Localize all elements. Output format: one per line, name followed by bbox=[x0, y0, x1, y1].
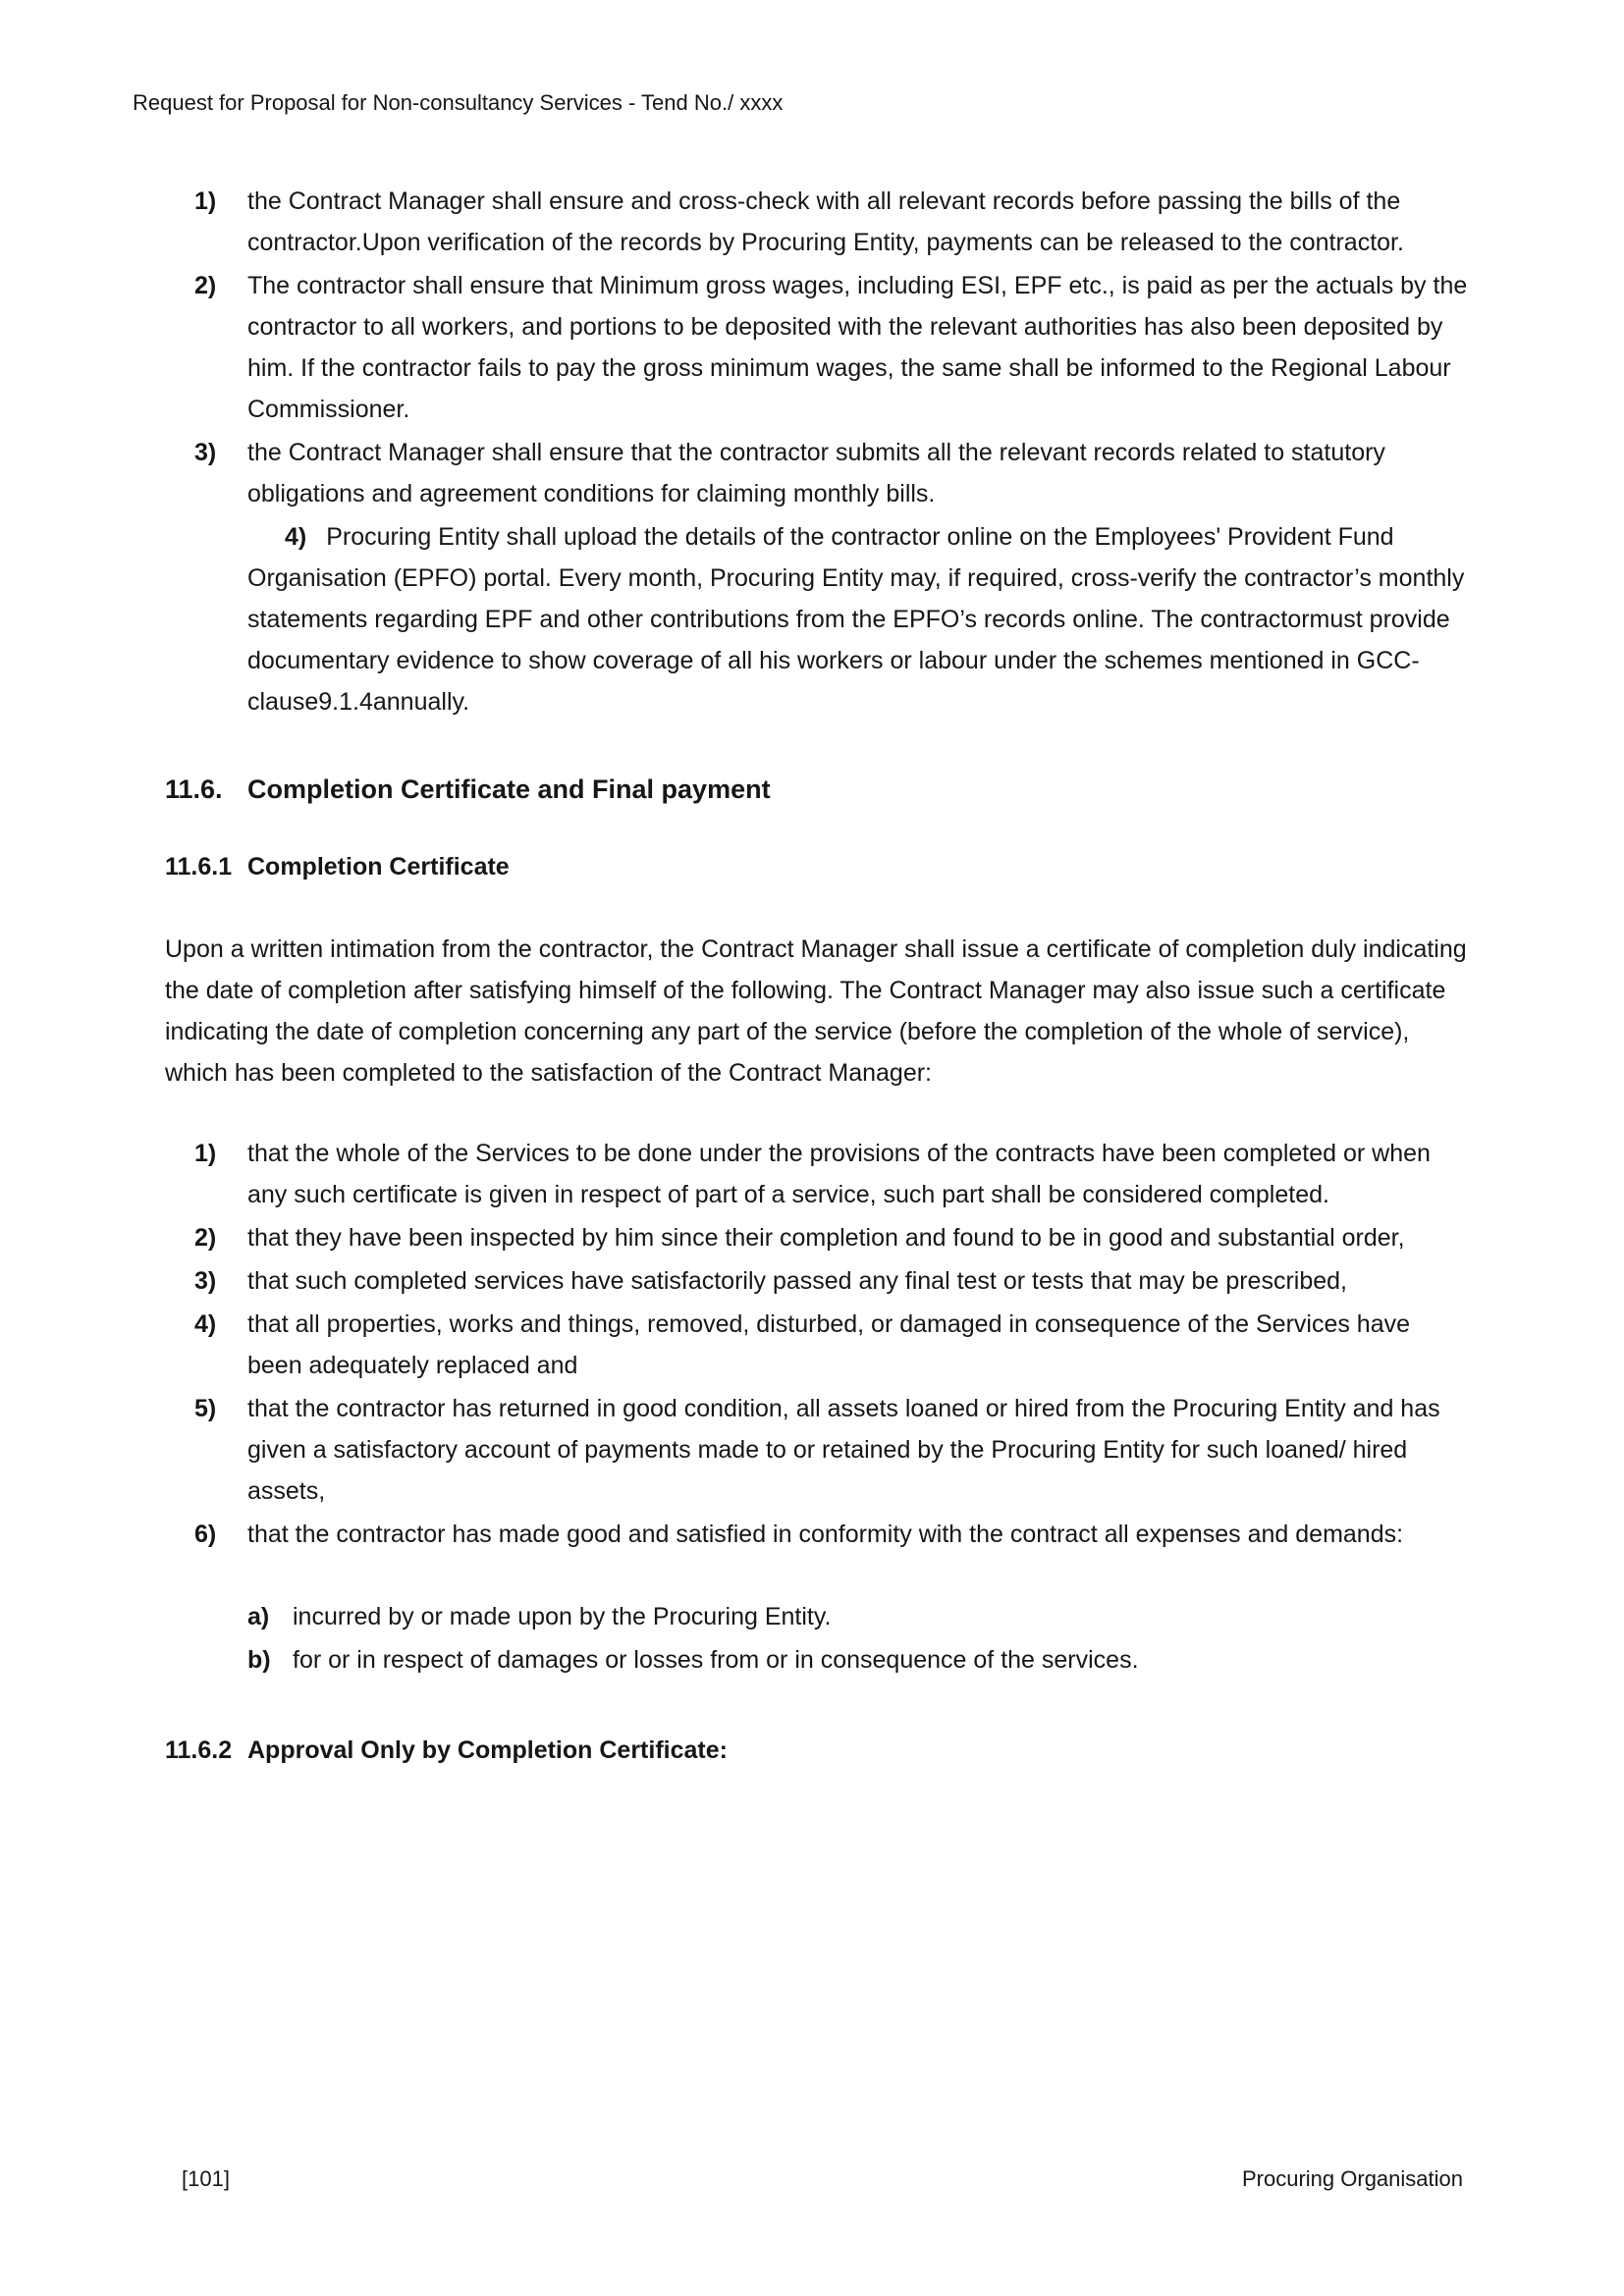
list-item-marker: 3) bbox=[194, 1267, 217, 1295]
list-item-text: Procuring Entity shall upload the details of the contractor online on the Employees' Provident Fund Organisation (EPFO) portal. Every month, Procuring Entity may, if required, cross-verify the contractor’s monthly statements regarding EPF and other contributions from the EPFO’s records online. The contractormust provide documentary evidence to show coverage of all his workers or labour under the schemes mentioned in GCC-clause9.1.4annually. bbox=[247, 523, 1465, 716]
section-number: 11.6.1 bbox=[165, 853, 233, 881]
list-item-text: that the contractor has returned in good condition, all assets loaned or hired from the Procuring Entity and has given a satisfactory account of payments made to or retained by the Procuring Entity for such loaned/ hired assets, bbox=[247, 1395, 1440, 1505]
list-item bbox=[165, 1217, 1469, 1258]
sublist-item-marker: b) bbox=[247, 1646, 271, 1674]
completion-conditions-list bbox=[165, 1133, 1469, 1555]
list-item-text: that they have been inspected by him since their completion and found to be in good and substantial order, bbox=[247, 1224, 1405, 1252]
list-item bbox=[165, 1260, 1469, 1302]
list-item-text: that such completed services have satisfactorily passed any final test or tests that may be prescribed, bbox=[247, 1267, 1347, 1295]
list-item-marker: 6) bbox=[194, 1521, 217, 1548]
list-item-marker: 2) bbox=[194, 272, 217, 299]
list-item-text: that all properties, works and things, removed, disturbed, or damaged in consequence of the Services have been adequately replaced and bbox=[247, 1310, 1411, 1379]
list-item-4-paragraph bbox=[165, 516, 1469, 722]
payment-verification-list bbox=[165, 181, 1469, 514]
section-heading-11-6-2 bbox=[165, 1734, 1469, 1767]
list-item-text: the Contract Manager shall ensure that the contractor submits all the relevant records related to statutory obligations and agreement conditions for claiming monthly bills. bbox=[247, 439, 1385, 507]
list-item-marker: 4) bbox=[285, 523, 307, 551]
expenses-sublist bbox=[165, 1596, 1469, 1681]
sublist-item bbox=[165, 1596, 1469, 1637]
list-item-text: that the contractor has made good and satisfied in conformity with the contract all expenses and demands: bbox=[247, 1521, 1404, 1548]
list-item bbox=[165, 1514, 1469, 1555]
page-number: [101] bbox=[182, 2166, 230, 2191]
sublist-item-text: for or in respect of damages or losses from or in consequence of the services. bbox=[293, 1646, 1139, 1674]
running-header bbox=[133, 88, 1469, 118]
list-item bbox=[165, 1133, 1469, 1215]
list-item-marker: 1) bbox=[194, 187, 217, 215]
section-title: Completion Certificate bbox=[247, 853, 510, 881]
page-footer bbox=[0, 2164, 1624, 2194]
list-item bbox=[165, 265, 1469, 430]
section-heading-11-6-1 bbox=[165, 850, 1469, 883]
list-item-text: that the whole of the Services to be done under the provisions of the contracts have been completed or when any such certificate is given in respect of part of a service, such part shall be considered completed. bbox=[247, 1140, 1431, 1208]
list-item-marker: 5) bbox=[194, 1395, 217, 1422]
list-item-text: the Contract Manager shall ensure and cross-check with all relevant records before passing the bills of the contractor.Upon verification of the records by Procuring Entity, payments can be released to the contractor. bbox=[247, 187, 1404, 256]
list-item-marker: 4) bbox=[194, 1310, 217, 1338]
list-item-marker: 1) bbox=[194, 1140, 217, 1167]
sublist-item-marker: a) bbox=[247, 1603, 270, 1630]
sublist-item-text: incurred by or made upon by the Procuring Entity. bbox=[293, 1603, 832, 1630]
list-item bbox=[165, 1388, 1469, 1512]
list-item bbox=[165, 181, 1469, 263]
footer-organisation: Procuring Organisation bbox=[1241, 2166, 1463, 2191]
section-title: Completion Certificate and Final payment bbox=[247, 774, 771, 804]
section-title: Approval Only by Completion Certificate: bbox=[247, 1736, 728, 1764]
section-number: 11.6. bbox=[165, 774, 223, 804]
section-heading-11-6 bbox=[165, 772, 1469, 807]
list-item bbox=[165, 432, 1469, 514]
list-item-text: The contractor shall ensure that Minimum gross wages, including ESI, EPF etc., is paid as per the actuals by the contractor to all workers, and portions to be deposited with the relevant authorities has also been deposited by him. If the contractor fails to pay the gross minimum wages, the same shall be informed to the Regional Labour Commissioner. bbox=[247, 272, 1468, 423]
sublist-item bbox=[165, 1639, 1469, 1681]
list-item-marker: 3) bbox=[194, 439, 217, 466]
section-number: 11.6.2 bbox=[165, 1736, 233, 1764]
list-item bbox=[165, 1304, 1469, 1386]
list-item-marker: 2) bbox=[194, 1224, 217, 1252]
completion-certificate-intro: Upon a written intimation from the contractor, the Contract Manager shall issue a certificate of completion duly indicating the date of completion after satisfying himself of the following. The Contract Manager may also issue such a certificate indicating the date of completion concerning any part of the service (before the completion of the whole of service), which has been completed to the satisfaction of the Contract Manager: bbox=[165, 935, 1467, 1087]
running-header-text: Request for Proposal for Non-consultancy Services - Tend No./ xxxx bbox=[133, 90, 784, 115]
